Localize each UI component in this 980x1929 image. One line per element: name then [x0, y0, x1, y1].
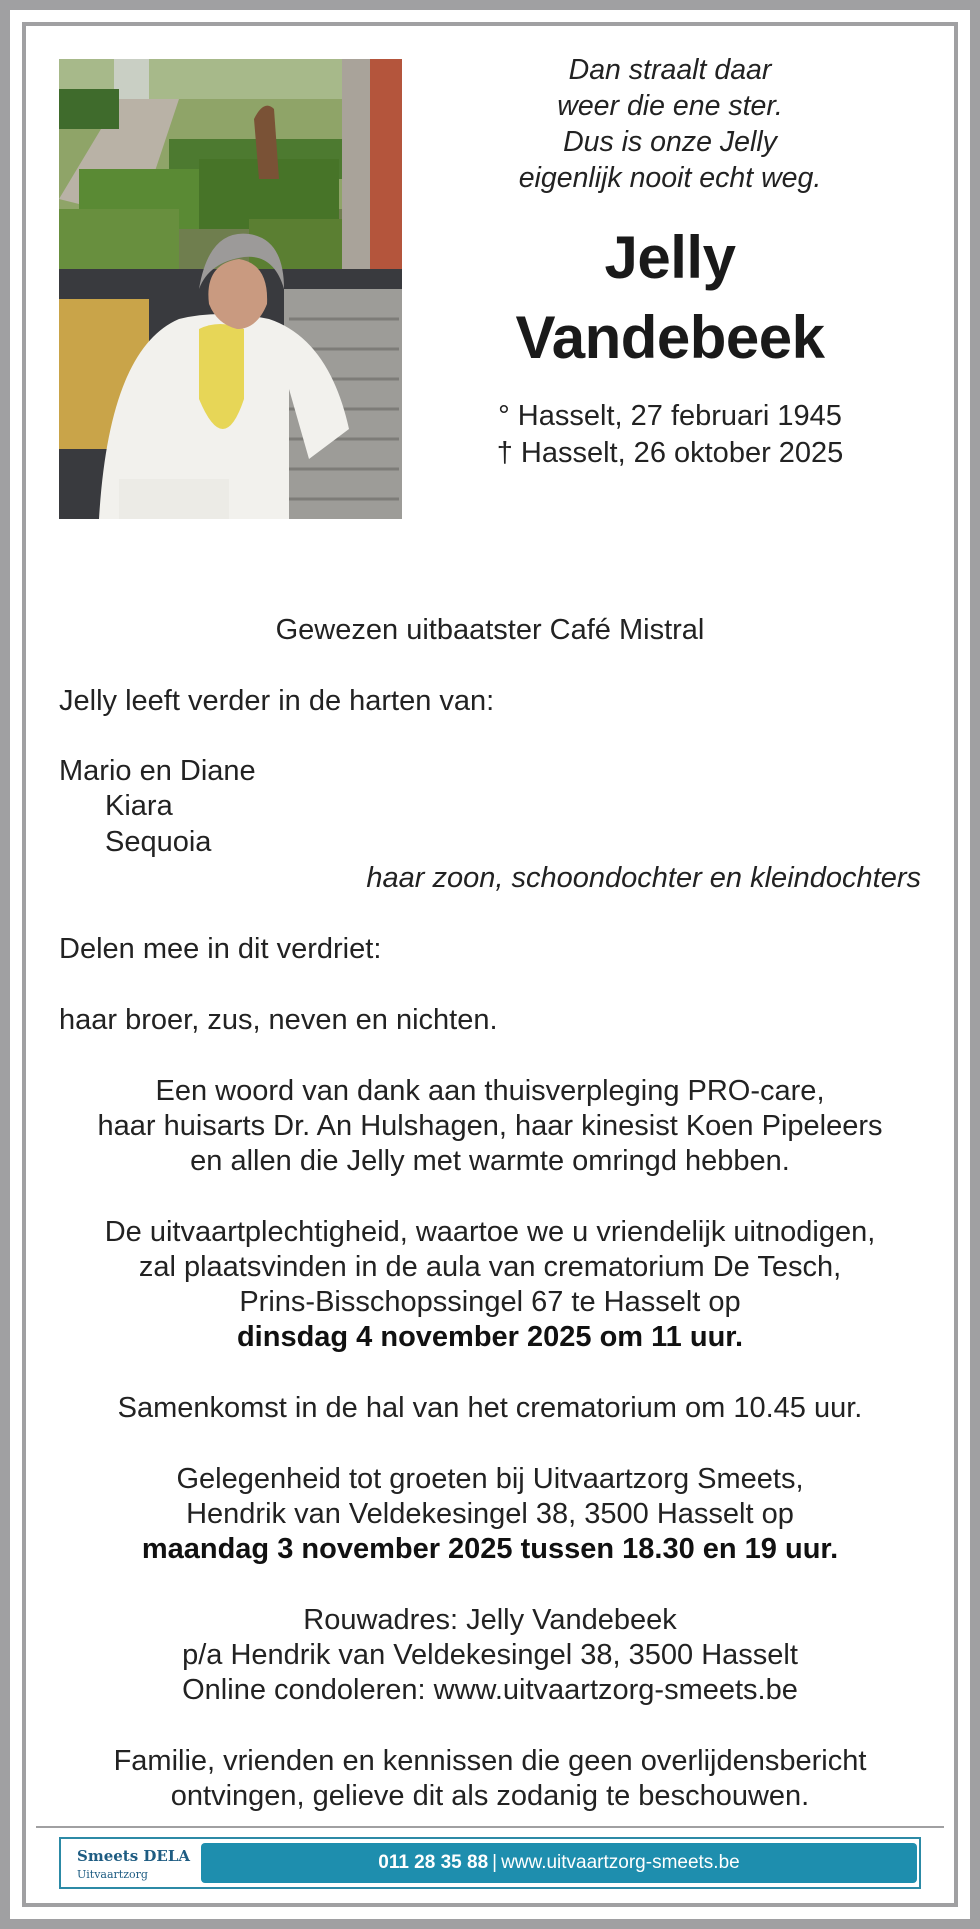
website-link[interactable]: www.uitvaartzorg-smeets.be [501, 1852, 740, 1873]
extended-family: haar broer, zus, neven en nichten. [59, 1004, 498, 1036]
share-intro: Delen mee in dit verdriet: [59, 933, 382, 965]
last-name: Vandebeek [515, 304, 825, 371]
poem-line: eigenlijk nooit echt weg. [518, 162, 822, 194]
closing-line: Familie, vrienden en kennissen die geen overlijdensbericht [113, 1745, 867, 1777]
greeting-line: Gelegenheid tot groeten bij Uitvaartzorg Smeets, [176, 1463, 804, 1495]
lives-on-intro: Jelly leeft verder in de harten van: [59, 685, 495, 717]
phone-number[interactable]: 011 28 35 88 [378, 1852, 489, 1873]
divider [36, 1826, 944, 1828]
closing-line: ontvingen, gelieve dit als zodanig te beschouwen. [170, 1780, 810, 1812]
address-line: Online condoleren: www.uitvaartzorg-smeets.be [182, 1674, 798, 1706]
gathering: Samenkomst in de hal van het crematorium om 10.45 uur. [117, 1392, 863, 1424]
portrait-photo [59, 59, 402, 519]
poem-line: weer die ene ster. [557, 90, 783, 122]
address-line: Rouwadres: Jelly Vandebeek [303, 1604, 677, 1636]
family-member: Sequoia [105, 826, 212, 858]
ceremony-line: De uitvaartplechtigheid, waartoe we u vriendelijk uitnodigen, [104, 1216, 876, 1248]
thanks-line: en allen die Jelly met warmte omringd hebben. [190, 1145, 790, 1177]
contact-separator: | [492, 1852, 498, 1873]
deceased-name [460, 218, 880, 378]
greeting-line: Hendrik van Veldekesingel 38, 3500 Hasselt op [186, 1498, 794, 1530]
poem-line: Dus is onze Jelly [563, 126, 777, 158]
birth-date: ° Hasselt, 27 februari 1945 [498, 400, 842, 432]
poem-line: Dan straalt daar [568, 54, 772, 86]
poem [460, 52, 880, 196]
funeral-home-banner[interactable] [59, 1837, 921, 1889]
logo-subtitle: Uitvaartzorg [77, 1868, 148, 1881]
death-date: † Hasselt, 26 oktober 2025 [496, 437, 844, 469]
ceremony-line: zal plaatsvinden in de aula van crematorium De Tesch, [138, 1251, 842, 1283]
ceremony-date: dinsdag 4 november 2025 om 11 uur. [236, 1321, 744, 1353]
family-member: Mario en Diane [59, 755, 256, 787]
family-member: Kiara [105, 790, 173, 822]
greeting-date: maandag 3 november 2025 tussen 18.30 en 19 uur. [141, 1533, 839, 1565]
life-dates [460, 398, 880, 472]
ceremony-line: Prins-Bisschopssingel 67 te Hasselt op [239, 1286, 741, 1318]
occupation: Gewezen uitbaatster Café Mistral [275, 614, 705, 646]
thanks-line: haar huisarts Dr. An Hulshagen, haar kinesist Koen Pipeleers [97, 1110, 883, 1142]
logo-name: Smeets DELA [77, 1847, 191, 1865]
contact-bar [201, 1843, 917, 1883]
first-name: Jelly [604, 224, 736, 291]
address-line: p/a Hendrik van Veldekesingel 38, 3500 Hasselt [182, 1639, 798, 1671]
family-relation: haar zoon, schoondochter en kleindochters [366, 862, 921, 894]
thanks-line: Een woord van dank aan thuisverpleging PRO-care, [155, 1075, 825, 1107]
